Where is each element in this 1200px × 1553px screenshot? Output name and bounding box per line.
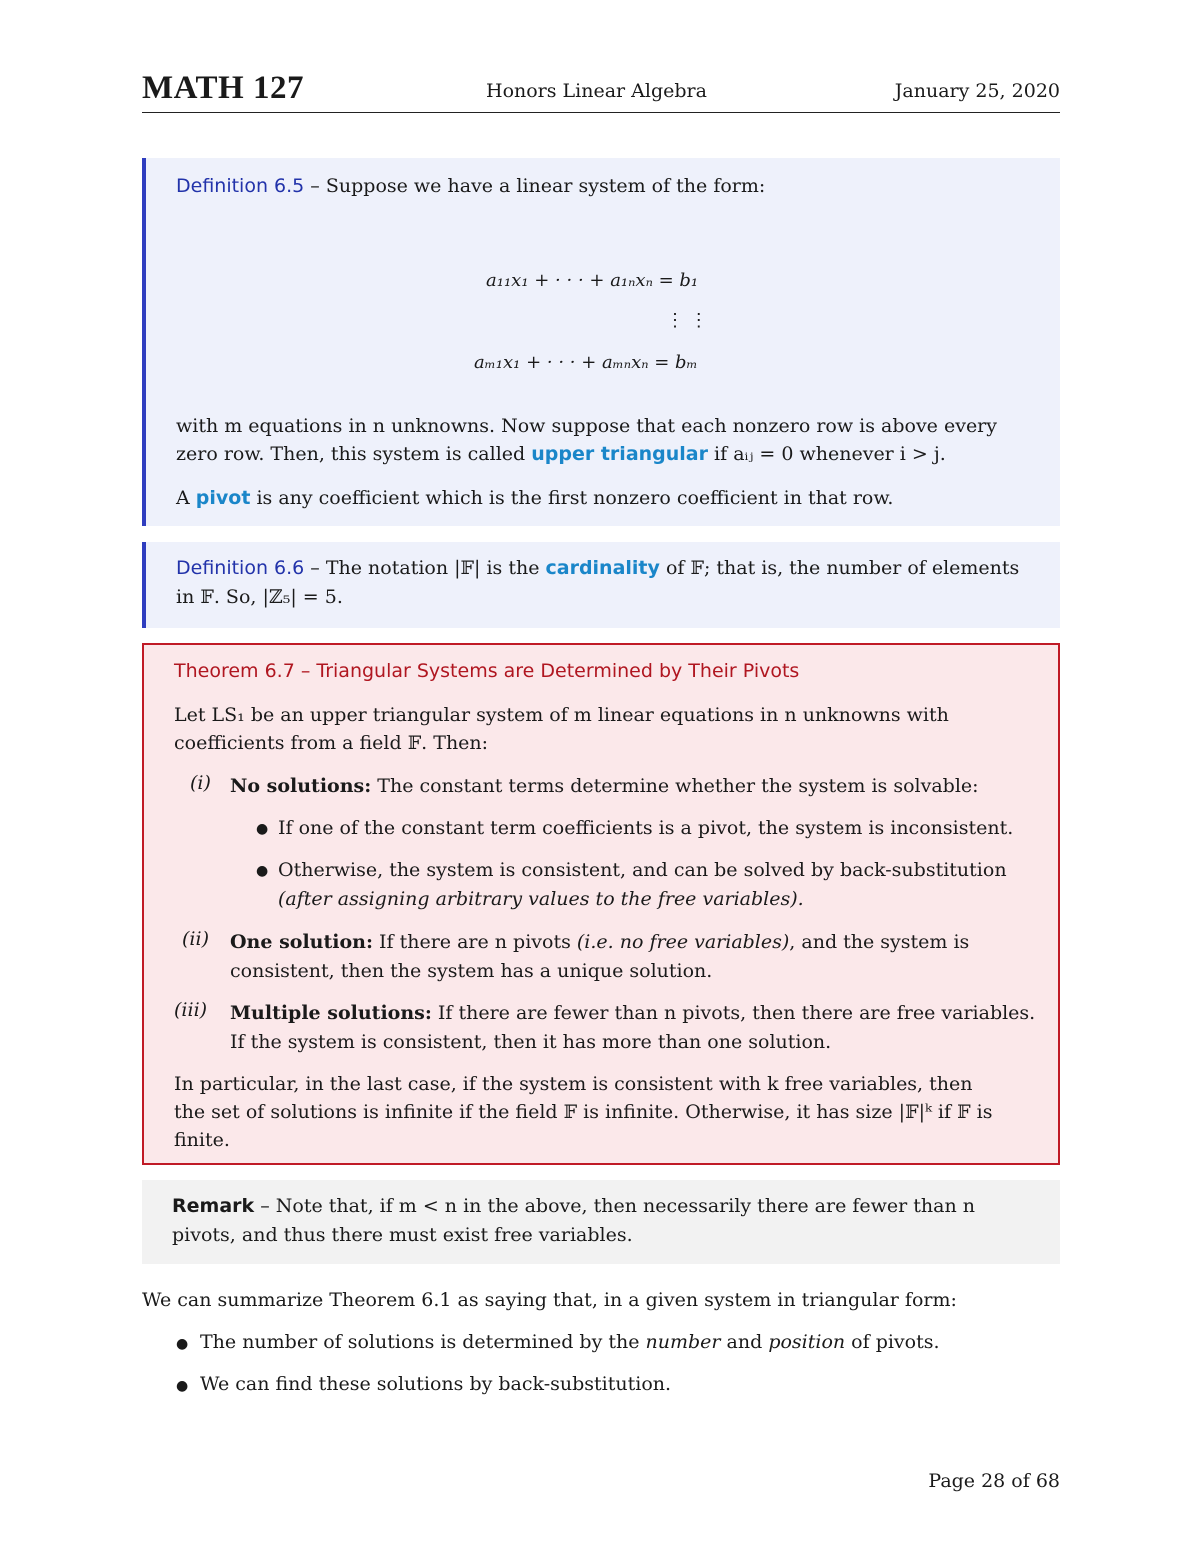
summary-intro: We can summarize Theorem 6.1 as saying that, in a given system in triangular form: [142, 1289, 957, 1311]
equation-row-m: aₘ₁x₁ + · · · + aₘₙxₙ = bₘ [474, 352, 698, 373]
case-i-bullet-2-line-1: Otherwise, the system is consistent, and can be solved by back-substitution [278, 859, 1007, 881]
definition-intro: Suppose we have a linear system of the form: [325, 175, 766, 197]
theorem-heading [174, 657, 1032, 686]
theorem-tail-3: finite. [174, 1129, 230, 1151]
text-fragment: of 𝔽; that is, the number of elements [659, 557, 1020, 579]
course-title: MATH 127 [142, 70, 304, 106]
text-fragment: A [176, 487, 196, 509]
definition-6-5-heading [176, 172, 1034, 201]
remark-box [142, 1180, 1060, 1264]
remark-title: Remark [172, 1195, 255, 1217]
text-fragment: is any coefficient which is the first nonzero coefficient in that row. [250, 487, 894, 509]
case-iii-label: (iii) [174, 999, 208, 1021]
text-fragment: (i.e. no free variables) [576, 931, 790, 953]
definition-6-6-line-1 [176, 554, 1034, 583]
definition-title: Definition 6.5 [176, 175, 305, 197]
case-ii-label: (ii) [182, 928, 209, 950]
case-i-text [230, 772, 1032, 801]
text-fragment: of pivots. [845, 1331, 940, 1353]
summary-bullet-1 [200, 1328, 940, 1357]
bullet-icon: ● [176, 1336, 189, 1352]
text-fragment: The notation |𝔽| is the [325, 557, 546, 579]
text-fragment: and [720, 1331, 769, 1353]
summary-bullet-2: We can find these solutions by back-substitution. [200, 1373, 672, 1395]
theorem-subtitle: – Triangular Systems are Determined by Their Pivots [294, 660, 800, 682]
bullet-icon: ● [176, 1378, 189, 1394]
page-number: Page 28 of 68 [928, 1470, 1060, 1492]
theorem-tail-1: In particular, in the last case, if the system is consistent with k free variables, then [174, 1073, 973, 1095]
title-dash: – [254, 1195, 276, 1217]
definition-6-6-box [142, 542, 1060, 628]
pivot-definition [176, 484, 1034, 513]
case-ii-text-line-1 [230, 928, 1032, 957]
text-fragment: , and the system is [789, 931, 970, 953]
theorem-intro-1: Let LS₁ be an upper triangular system of m linear equations in n unknowns with [174, 704, 949, 726]
text-fragment: number [645, 1331, 721, 1353]
text-fragment: if aᵢⱼ = 0 whenever i > j. [708, 443, 946, 465]
theorem-title: Theorem 6.7 [174, 660, 295, 682]
term-upper-triangular: upper triangular [531, 443, 708, 465]
header-date: January 25, 2020 [894, 80, 1060, 102]
remark-line-1 [172, 1192, 1034, 1221]
definition-text-line-2 [176, 440, 1034, 469]
theorem-6-7-box [142, 643, 1060, 1165]
term-pivot: pivot [195, 487, 251, 509]
text-fragment: If there are n pivots [372, 931, 577, 953]
case-iii-text-line-1 [230, 999, 1040, 1028]
case-ii-text-line-2: consistent, then the system has a unique solution. [230, 960, 713, 982]
definition-6-5-box [142, 158, 1060, 526]
equation-dots: ⋮ ⋮ [666, 310, 708, 331]
text-fragment: Note that, if m < n in the above, then necessarily there are fewer than n [275, 1195, 975, 1217]
case-iii-heading: Multiple solutions: [230, 1002, 432, 1024]
definition-title: Definition 6.6 [176, 557, 305, 579]
bullet-icon: ● [256, 821, 269, 837]
case-iii-text-line-2: If the system is consistent, then it has more than one solution. [230, 1031, 832, 1053]
title-dash: – [304, 557, 326, 579]
text-fragment: If there are fewer than n pivots, then there are free variables. [431, 1002, 1036, 1024]
text-fragment: The number of solutions is determined by the [200, 1331, 646, 1353]
case-i-bullet-2-line-2: (after assigning arbitrary values to the free variables). [278, 888, 804, 910]
text-fragment: position [768, 1331, 846, 1353]
equation-row-1: a₁₁x₁ + · · · + a₁ₙxₙ = b₁ [486, 270, 699, 291]
case-i-label: (i) [190, 772, 211, 794]
definition-6-6-line-2: in 𝔽. So, |ℤ₅| = 5. [176, 586, 343, 608]
text-fragment: zero row. Then, this system is called [176, 443, 532, 465]
course-subject: Honors Linear Algebra [486, 80, 707, 102]
case-i-bullet-1: If one of the constant term coefficients is a pivot, the system is inconsistent. [278, 817, 1014, 839]
case-ii-heading: One solution: [230, 931, 373, 953]
text-fragment: The constant terms determine whether the system is solvable: [371, 775, 979, 797]
title-dash: – [304, 175, 326, 197]
remark-line-2: pivots, and thus there must exist free variables. [172, 1224, 633, 1246]
page-header [142, 68, 1060, 113]
bullet-icon: ● [256, 863, 269, 879]
term-cardinality: cardinality [545, 557, 660, 579]
theorem-intro-2: coefficients from a field 𝔽. Then: [174, 732, 489, 754]
case-i-heading: No solutions: [230, 775, 372, 797]
theorem-tail-2: the set of solutions is infinite if the field 𝔽 is infinite. Otherwise, it has size |𝔽|ᵏ if 𝔽 is [174, 1101, 993, 1123]
definition-text-line-1: with m equations in n unknowns. Now suppose that each nonzero row is above every [176, 415, 997, 437]
